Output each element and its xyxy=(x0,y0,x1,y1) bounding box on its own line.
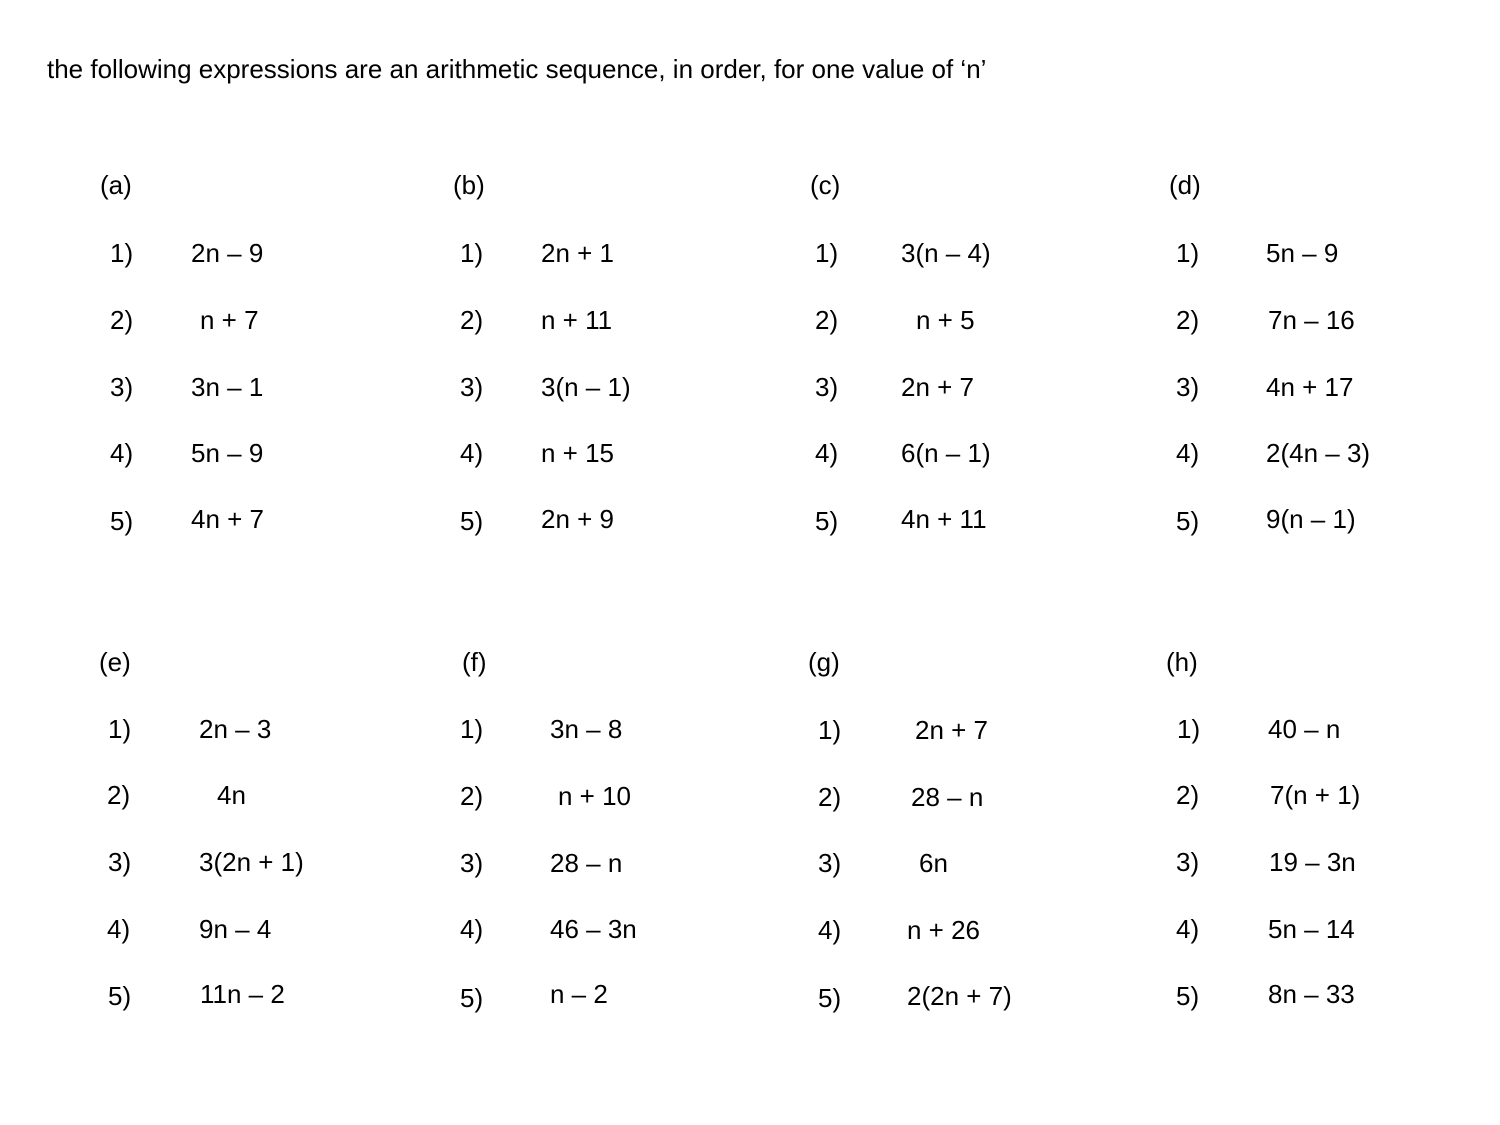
term-row xyxy=(808,848,1138,882)
term-expression: 2n + 7 xyxy=(915,715,989,745)
term-number: 5) xyxy=(1176,506,1200,536)
term-row xyxy=(1169,372,1499,406)
problem-label: (e) xyxy=(99,647,131,677)
term-number: 5) xyxy=(108,981,132,1011)
term-row xyxy=(99,979,429,1013)
term-number: 2) xyxy=(815,305,839,335)
problem-label: (b) xyxy=(453,170,485,200)
term-expression: 5n – 9 xyxy=(191,438,264,468)
term-number: 4) xyxy=(460,438,484,468)
term-row xyxy=(1169,238,1499,272)
term-row xyxy=(810,372,1140,406)
term-expression: 4n + 7 xyxy=(191,504,265,534)
term-number: 1) xyxy=(1177,714,1201,744)
problem-c xyxy=(810,170,1150,550)
term-row xyxy=(810,438,1140,472)
term-number: 1) xyxy=(1176,238,1200,268)
term-number: 1) xyxy=(110,238,134,268)
problem-label: (d) xyxy=(1169,170,1201,200)
term-number: 2) xyxy=(1176,780,1200,810)
term-number: 3) xyxy=(815,372,839,402)
term-row xyxy=(453,438,783,472)
term-number: 3) xyxy=(460,372,484,402)
term-expression: 40 – n xyxy=(1268,714,1341,744)
term-row xyxy=(99,847,429,881)
term-expression: 19 – 3n xyxy=(1269,847,1356,877)
term-row xyxy=(99,914,429,948)
term-row xyxy=(810,305,1140,339)
term-expression: n + 7 xyxy=(200,305,259,335)
problem-d xyxy=(1169,170,1500,550)
term-row xyxy=(1166,714,1496,748)
term-expression: 2n + 1 xyxy=(541,238,615,268)
term-row xyxy=(453,372,783,406)
term-expression: 2n – 3 xyxy=(199,714,272,744)
term-expression: n – 2 xyxy=(550,979,608,1009)
term-expression: 2(4n – 3) xyxy=(1266,438,1371,468)
term-expression: 2n – 9 xyxy=(191,238,264,268)
term-expression: 7n – 16 xyxy=(1268,305,1355,335)
term-number: 2) xyxy=(107,780,131,810)
term-expression: 46 – 3n xyxy=(550,914,637,944)
term-row xyxy=(100,438,430,472)
term-row xyxy=(99,714,429,748)
term-row xyxy=(808,981,1138,1015)
term-expression: 8n – 33 xyxy=(1268,979,1355,1009)
problem-label: (a) xyxy=(100,170,132,200)
term-expression: n + 5 xyxy=(916,305,975,335)
term-expression: 2n + 7 xyxy=(901,372,975,402)
problem-label: (g) xyxy=(808,647,840,677)
term-number: 4) xyxy=(1176,438,1200,468)
term-expression: 5n – 9 xyxy=(1266,238,1339,268)
term-number: 3) xyxy=(108,847,132,877)
term-expression: n + 15 xyxy=(541,438,615,468)
term-row xyxy=(462,979,792,1013)
term-expression: 6(n – 1) xyxy=(901,438,991,468)
term-number: 5) xyxy=(460,506,484,536)
term-expression: 3(n – 4) xyxy=(901,238,991,268)
term-number: 4) xyxy=(1176,914,1200,944)
term-row xyxy=(1169,438,1499,472)
term-number: 1) xyxy=(815,238,839,268)
term-expression: n + 26 xyxy=(907,915,981,945)
term-row xyxy=(99,780,429,814)
term-expression: 9n – 4 xyxy=(199,914,272,944)
term-row xyxy=(810,238,1140,272)
term-row xyxy=(453,504,783,538)
term-expression: 7(n + 1) xyxy=(1270,780,1361,810)
term-row xyxy=(1169,305,1499,339)
term-expression: 3(n – 1) xyxy=(541,372,631,402)
term-row xyxy=(100,238,430,272)
term-expression: 3n – 8 xyxy=(550,714,623,744)
term-number: 4) xyxy=(815,438,839,468)
term-row xyxy=(1166,979,1496,1013)
term-number: 1) xyxy=(108,714,132,744)
term-number: 5) xyxy=(818,983,842,1013)
term-expression: 5n – 14 xyxy=(1268,914,1355,944)
problem-e xyxy=(99,647,439,1027)
term-number: 2) xyxy=(460,305,484,335)
term-row xyxy=(453,238,783,272)
term-row xyxy=(462,714,792,748)
problem-label: (h) xyxy=(1166,647,1198,677)
term-number: 4) xyxy=(107,914,131,944)
term-expression: 2(2n + 7) xyxy=(907,981,1012,1011)
term-expression: 6n xyxy=(919,848,948,878)
term-row xyxy=(1166,780,1496,814)
term-number: 1) xyxy=(460,714,484,744)
term-expression: n + 11 xyxy=(541,305,613,335)
term-row xyxy=(808,782,1138,816)
term-number: 3) xyxy=(110,372,134,402)
problem-label: (c) xyxy=(810,170,841,200)
problem-f xyxy=(462,647,802,1027)
term-expression: 4n + 17 xyxy=(1266,372,1354,402)
term-expression: 4n + 11 xyxy=(901,504,987,534)
term-number: 1) xyxy=(818,715,842,745)
term-row xyxy=(810,504,1140,538)
term-number: 5) xyxy=(110,506,134,536)
term-number: 4) xyxy=(110,438,134,468)
term-number: 2) xyxy=(1176,305,1200,335)
term-number: 4) xyxy=(818,915,842,945)
term-row xyxy=(453,305,783,339)
term-number: 2) xyxy=(110,305,134,335)
term-row xyxy=(1169,504,1499,538)
term-expression: 9(n – 1) xyxy=(1266,504,1356,534)
problem-g xyxy=(808,647,1148,1027)
instructions-text: the following expressions are an arithmetic sequence, in order, for one value of ‘n’ xyxy=(47,54,987,84)
term-number: 5) xyxy=(815,506,839,536)
problem-b xyxy=(453,170,793,550)
term-expression: 28 – n xyxy=(911,782,984,812)
term-number: 3) xyxy=(1176,372,1200,402)
problem-h xyxy=(1166,647,1500,1027)
term-expression: 4n xyxy=(217,780,246,810)
term-expression: 3n – 1 xyxy=(191,372,264,402)
term-expression: 3(2n + 1) xyxy=(199,847,304,877)
term-number: 1) xyxy=(460,238,484,268)
term-number: 4) xyxy=(460,914,484,944)
term-row xyxy=(462,781,792,815)
term-row xyxy=(1166,847,1496,881)
term-row xyxy=(100,504,430,538)
term-number: 5) xyxy=(460,983,484,1013)
term-number: 5) xyxy=(1176,981,1200,1011)
term-expression: 28 – n xyxy=(550,848,623,878)
term-row xyxy=(1166,914,1496,948)
term-row xyxy=(100,305,430,339)
term-number: 2) xyxy=(818,782,842,812)
term-row xyxy=(462,914,792,948)
term-number: 3) xyxy=(460,848,484,878)
term-expression: n + 10 xyxy=(558,781,632,811)
term-row xyxy=(462,848,792,882)
term-number: 3) xyxy=(818,848,842,878)
term-expression: 2n + 9 xyxy=(541,504,615,534)
term-row xyxy=(100,372,430,406)
term-row xyxy=(808,715,1138,749)
problem-label: (f) xyxy=(462,647,487,677)
term-expression: 11n – 2 xyxy=(200,979,285,1009)
problem-a xyxy=(100,170,440,550)
term-row xyxy=(808,915,1138,949)
term-number: 2) xyxy=(460,781,484,811)
term-number: 3) xyxy=(1176,847,1200,877)
